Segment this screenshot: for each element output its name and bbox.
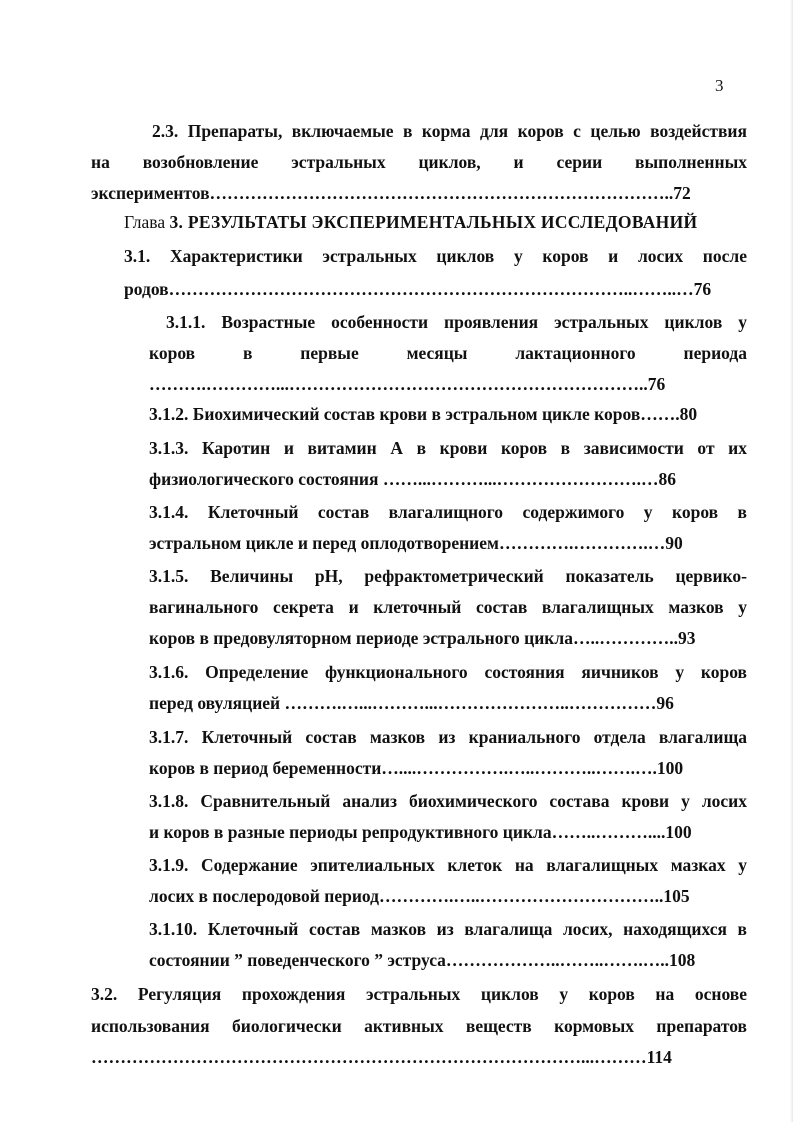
toc-3-1-5-line-3: коров в предовуляторном периоде эстрального цикла…..…………..93 bbox=[149, 628, 696, 648]
toc-3-1-9-line-1: 3.1.9. Содержание эпителиальных клеток на влагалищных мазках у bbox=[149, 855, 747, 875]
toc-2-3-line-3: экспериментов……………………………………………………………………..72 bbox=[91, 183, 691, 203]
toc-3-1-7-line-2: коров в период беременности…....…………….…..………..…….….100 bbox=[149, 758, 684, 778]
toc-3-1-4-line-2: эстральном цикле и перед оплодотворением………….………….…90 bbox=[149, 533, 683, 553]
toc-3-1-3-line-2: физиологического состояния ……...………...…………………….…86 bbox=[149, 469, 676, 489]
chapter-prefix: Глава bbox=[124, 212, 166, 232]
chapter-title: 3. РЕЗУЛЬТАТЫ ЭКСПЕРИМЕНТАЛЬНЫХ ИССЛЕДОВАНИЙ bbox=[169, 212, 698, 232]
toc-3-1-7-line-1: 3.1.7. Клеточный состав мазков из краниального отдела влагалища bbox=[149, 727, 747, 747]
toc-3-1-1-line-3: ……….…………...……………………………………………………..76 bbox=[149, 374, 666, 394]
toc-3-2-line-2: использования биологически активных веществ кормовых препаратов bbox=[91, 1016, 747, 1036]
toc-3-1-1-line-2: коров в первые месяцы лактационного периода bbox=[149, 343, 747, 363]
page-number: 3 bbox=[715, 76, 724, 95]
toc-3-1-10-line-2: состоянии ” поведенческого ” эструса………………..……..…….…..108 bbox=[149, 950, 696, 970]
toc-3-2-line-1: 3.2. Регуляция прохождения эстральных циклов у коров на основе bbox=[91, 984, 747, 1004]
chapter-3-heading bbox=[124, 211, 697, 233]
toc-3-1-10-line-1: 3.1.10. Клеточный состав мазков из влагалища лосих, находящихся в bbox=[149, 919, 747, 939]
toc-3-1-5-line-2: вагинального секрета и клеточный состав влагалищных мазков у bbox=[149, 597, 747, 617]
toc-3-1-6-line-2: перед овуляцией ……….…...………...…………………..……………96 bbox=[149, 693, 674, 713]
toc-3-1-5-line-1: 3.1.5. Величины рН, рефрактометрический показатель цервико- bbox=[149, 566, 747, 586]
toc-3-1-9-line-2: лосих в послеродовой период………….…..…………………………..105 bbox=[149, 886, 690, 906]
toc-3-1-line-2: родов……………………………………………………………………..……..…76 bbox=[124, 279, 712, 299]
toc-3-1-8-line-1: 3.1.8. Сравнительный анализ биохимического состава крови у лосих bbox=[149, 791, 747, 811]
toc-3-1-6-line-1: 3.1.6. Определение функционального состояния яичников у коров bbox=[149, 662, 747, 682]
toc-3-1-line-1: 3.1. Характеристики эстральных циклов у коров и лосих после bbox=[124, 246, 747, 266]
toc-3-1-8-line-2: и коров в разные периоды репродуктивного цикла……..………....100 bbox=[149, 822, 692, 842]
toc-3-1-1-line-1: 3.1.1. Возрастные особенности проявления эстральных циклов у bbox=[166, 312, 747, 332]
toc-3-1-2-line-1: 3.1.2. Биохимический состав крови в эстральном цикле коров…….80 bbox=[149, 404, 698, 424]
toc-3-1-3-line-1: 3.1.3. Каротин и витамин А в крови коров в зависимости от их bbox=[149, 438, 747, 458]
toc-2-3-line-1: 2.3. Препараты, включаемые в корма для коров с целью воздействия bbox=[152, 121, 747, 141]
toc-2-3-line-2: на возобновление эстральных циклов, и серии выполненных bbox=[91, 152, 747, 172]
toc-3-2-line-3: …………………………………………………………………………...………114 bbox=[91, 1047, 672, 1067]
toc-3-1-4-line-1: 3.1.4. Клеточный состав влагалищного содержимого у коров в bbox=[149, 502, 747, 522]
